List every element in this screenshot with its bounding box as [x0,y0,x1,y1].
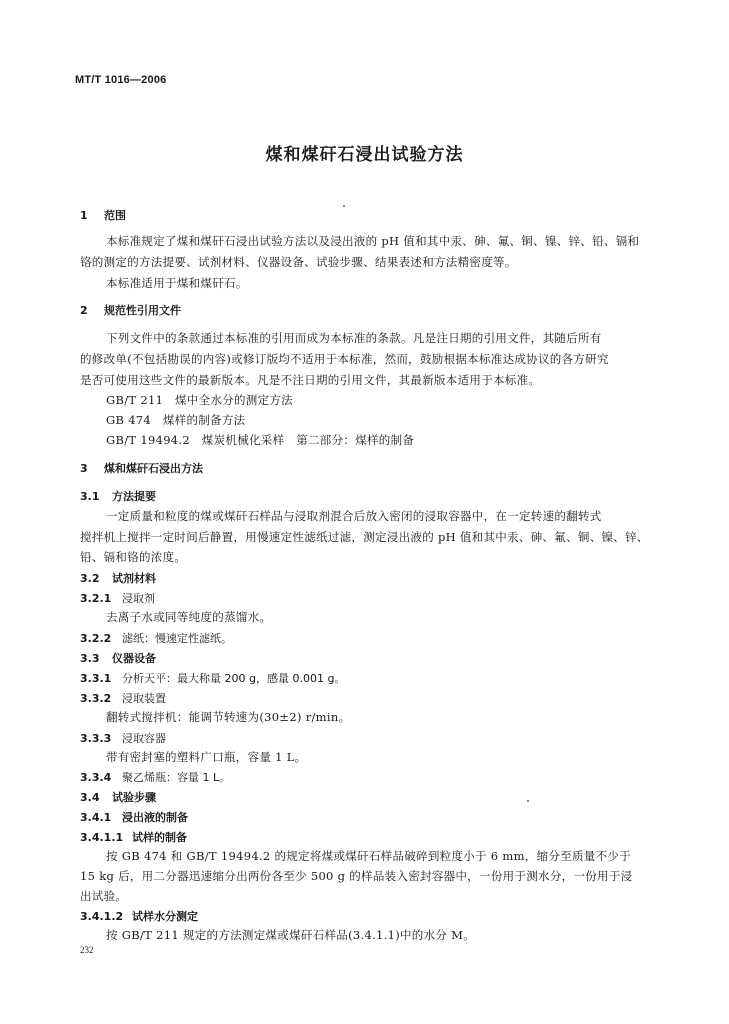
paragraph-line: 的修改单(不包括勘误的内容)或修订版均不适用于本标准，然而，鼓励根据本标准达成协议的各方研究 [80,352,609,366]
section-title: 试样的制备 [132,831,187,844]
section-title: 仪器设备 [112,652,156,665]
paragraph-line: 搅拌机上搅拌一定时间后静置，用慢速定性滤纸过滤，测定浸出液的 pH 值和其中汞、砷、氟、铜、镍、锌、 [80,530,649,544]
section-title: 浸取容器 [122,732,166,745]
reference-item: GB/T 19494.2 煤炭机械化采样 第二部分：煤样的制备 [106,433,415,447]
section-number: 3.2 [80,572,100,585]
section-number: 3.4 [80,791,100,804]
section-title: 试样水分测定 [132,910,198,923]
paragraph-line: 下列文件中的条款通过本标准的引用而成为本标准的条款。凡是注日期的引用文件，其随后所有 [106,331,602,345]
paragraph-line: 15 kg 后，用二分器迅速缩分出两份各至少 500 g 的样品装入密封容器中，一份用于测水分，一份用于浸 [80,869,633,883]
section-title: 方法提要 [112,490,156,503]
section-3-3-heading [80,650,156,666]
section-text: 分析天平：最大称量 200 g，感量 0.001 g。 [122,672,346,685]
section-title: 浸出液的制备 [122,811,188,824]
document-code-header: MT/T 1016—2006 [75,74,167,86]
section-number: 3.4.1.1 [80,831,124,844]
paragraph-line: 本标准规定了煤和煤矸石浸出试验方法以及浸出液的 pH 值和其中汞、砷、氟、铜、镍、锌、铅、镉和 [106,234,640,248]
paragraph-line: 翻转式搅拌机：能调节转速为(30±2) r/min。 [106,710,351,724]
section-3-heading [80,460,203,476]
section-number: 3.3.2 [80,692,112,705]
section-2-heading [80,302,181,318]
reference-item: GB/T 211 煤中全水分的测定方法 [106,393,293,407]
section-3-2-2-line [80,630,232,646]
section-title: 规范性引用文件 [104,304,181,317]
section-title: 试验步骤 [112,791,156,804]
section-1-heading [80,207,126,223]
section-title: 浸取剂 [122,592,155,605]
scan-speck [343,205,345,207]
section-number: 3.3 [80,652,100,665]
section-text: 聚乙烯瓶：容量 1 L。 [122,771,231,784]
section-3-3-4-line [80,769,230,785]
section-3-4-heading [80,789,156,805]
document-title: 煤和煤矸石浸出试验方法 [265,145,464,165]
paragraph-line: 按 GB 474 和 GB/T 19494.2 的规定将煤或煤矸石样品破碎到粒度小于 6 mm，缩分至质量不少于 [106,849,631,863]
paragraph-line: 是否可使用这些文件的最新版本。凡是不注日期的引用文件，其最新版本适用于本标准。 [80,373,541,387]
section-number: 3.2.2 [80,632,112,645]
section-title: 浸取装置 [122,692,166,705]
scan-speck [527,800,529,802]
section-3-1-heading [80,488,156,504]
section-3-4-1-2-heading [80,908,198,924]
page-number: 232 [80,945,94,955]
section-title: 煤和煤矸石浸出方法 [104,462,203,475]
section-number: 3.1 [80,490,100,503]
section-number: 3.3.3 [80,732,112,745]
section-number: 3.3.4 [80,771,112,784]
section-number: 3.3.1 [80,672,112,685]
section-3-3-2-heading [80,690,166,706]
section-number: 2 [80,304,88,317]
section-3-3-1-line [80,670,345,686]
section-number: 3.4.1.2 [80,910,124,923]
paragraph-line: 按 GB/T 211 规定的方法测定煤或煤矸石样品(3.4.1.1)中的水分 M。 [106,928,476,942]
section-number: 3 [80,462,88,475]
section-title: 试剂材料 [112,572,156,585]
section-title: 范围 [104,209,126,222]
paragraph-line: 本标准适用于煤和煤矸石。 [106,276,248,290]
section-number: 3.4.1 [80,811,112,824]
section-3-3-3-heading [80,730,166,746]
section-3-2-1-heading [80,590,155,606]
section-3-4-1-heading [80,809,188,825]
paragraph-line: 出试验。 [80,889,128,903]
section-number: 3.2.1 [80,592,112,605]
section-3-2-heading [80,570,156,586]
section-number: 1 [80,209,88,222]
paragraph-line: 带有密封塞的塑料广口瓶，容量 1 L。 [106,750,307,764]
paragraph-line: 铅、镉和铬的浓度。 [80,550,187,564]
paragraph-line: 一定质量和粒度的煤或煤矸石样品与浸取剂混合后放入密闭的浸取容器中，在一定转速的翻转式 [106,509,602,523]
section-3-4-1-1-heading [80,829,187,845]
paragraph-line: 去离子水或同等纯度的蒸馏水。 [106,610,272,624]
reference-item: GB 474 煤样的制备方法 [106,413,246,427]
section-text: 滤纸：慢速定性滤纸。 [122,632,232,645]
paragraph-line: 铬的测定的方法提要、试剂材料、仪器设备、试验步骤、结果表述和方法精密度等。 [80,255,517,269]
